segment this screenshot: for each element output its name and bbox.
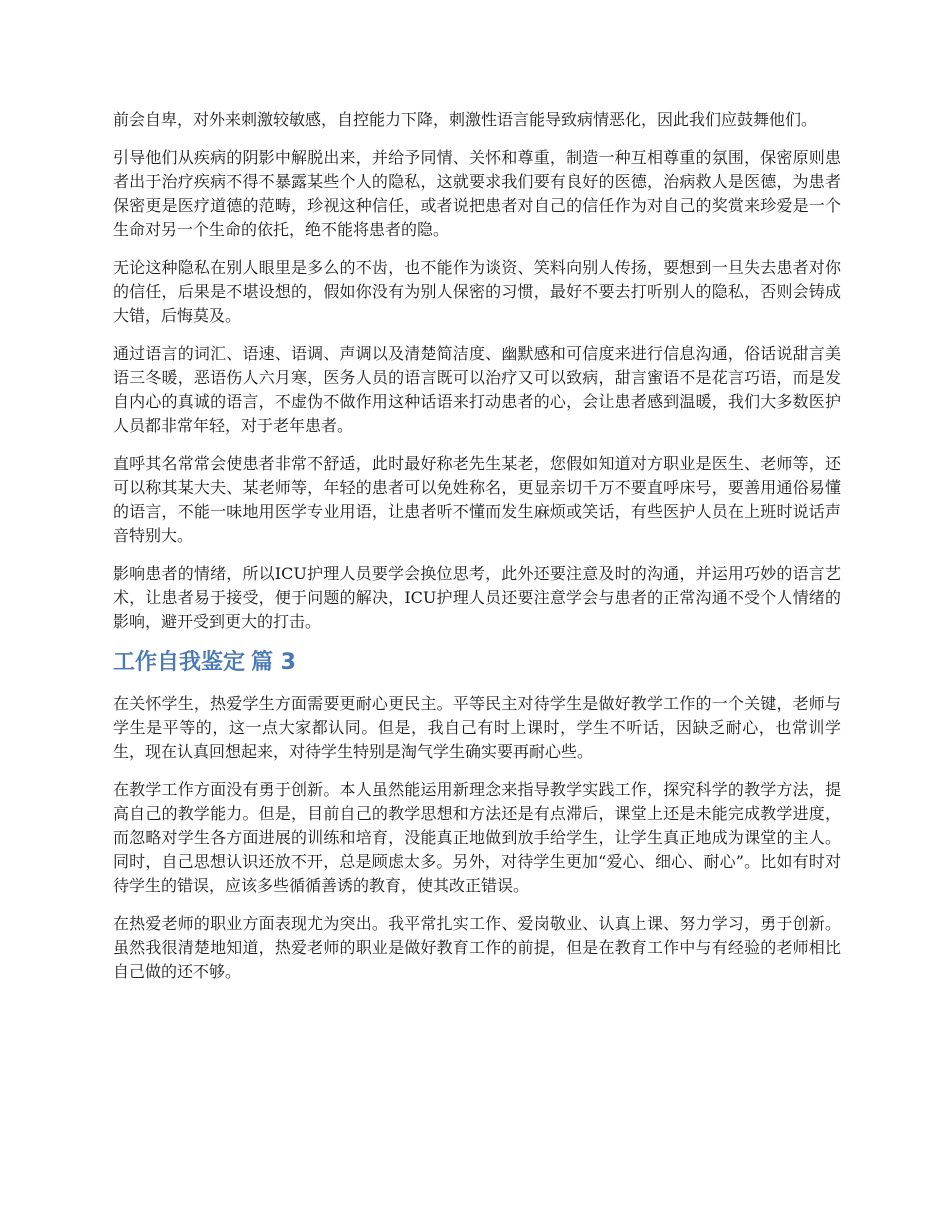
section-paragraph-3: 在热爱老师的职业方面表现尤为突出。我平常扎实工作、爱岗敬业、认真上课、努力学习，勇于创新。虽然我很清楚地知道，热爱老师的职业是做好教育工作的前提，但是在教育工作中与有经验的老师相比自己做的还不够。 [113,914,841,981]
paragraph-6: 影响患者的情绪，所以ICU护理人员要学会换位思考，此外还要注意及时的沟通，并运用巧妙的语言艺术，让患者易于接受，便于问题的解决，ICU护理人员还要注意学会与患者的正常沟通不受个人情绪的影响，避开受到更大的打击。 [113,564,841,631]
paragraph-4: 通过语言的词汇、语速、语调、声调以及清楚简洁度、幽默感和可信度来进行信息沟通，俗话说甜言美语三冬暖，恶语伤人六月寒，医务人员的语言既可以治疗又可以致病，甜言蜜语不是花言巧语，而是发自内心的真诚的语言，不虚伪不做作用这种话语来打动患者的心，会让患者感到温暖，我们大多数医护人员都非常年轻，对于老年患者。 [113,344,841,435]
paragraph-1: 前会自卑，对外来刺激较敏感，自控能力下降，刺激性语言能导致病情恶化，因此我们应鼓舞他们。 [113,110,818,129]
paragraph-5: 直呼其名常常会使患者非常不舒适，此时最好称老先生某老，您假如知道对方职业是医生、老师等，还可以称其某大夫、某老师等，年轻的患者可以免姓称名，更显亲切千万不要直呼床号，要善用通俗易懂的语言，不能一味地用医学专业用语，让患者听不懂而发生麻烦或笑话，有些医护人员在上班时说话声音特别大。 [113,454,841,545]
section-heading [113,648,841,678]
paragraph-3: 无论这种隐私在别人眼里是多么的不齿，也不能作为谈资、笑料向别人传扬，要想到一旦失去患者对你的信任，后果是不堪设想的，假如你没有为别人保密的习惯，最好不要去打听别人的隐私，否则会铸成大错，后悔莫及。 [113,258,841,325]
section-number: 篇 3 [251,650,296,675]
section-title: 工作自我鉴定 [113,650,246,675]
document-page [113,108,841,998]
paragraph-2: 引导他们从疾病的阴影中解脱出来，并给予同情、关怀和尊重，制造一种互相尊重的氛围，保密原则患者出于治疗疾病不得不暴露某些个人的隐私，这就要求我们要有良好的医德，治病救人是医德，为患者保密更是医疗道德的范畴，珍视这种信任，或者说把患者对自己的信任作为对自己的奖赏来珍爱是一个生命对另一个生命的依托，绝不能将患者的隐。 [113,148,841,239]
section-paragraph-1: 在关怀学生，热爱学生方面需要更耐心更民主。平等民主对待学生是做好教学工作的一个关键，老师与学生是平等的，这一点大家都认同。但是，我自己有时上课时，学生不听话，因缺乏耐心，也常训学生，现在认真回想起来，对待学生特别是淘气学生确实要再耐心些。 [113,694,841,761]
section-paragraph-2: 在教学工作方面没有勇于创新。本人虽然能运用新理念来指导教学实践工作，探究科学的教学方法，提高自己的教学能力。但是，目前自己的教学思想和方法还是有点滞后，课堂上还是未能完成教学进度，而忽略对学生各方面进展的训练和培育，没能真正地做到放手给学生，让学生真正地成为课堂的主人。同时，自己思想认识还放不开，总是顾虑太多。另外，对待学生更加“爱心、细心、耐心”。比如有时对待学生的错误，应该多些循循善诱的教育，使其改正错误。 [113,780,841,895]
